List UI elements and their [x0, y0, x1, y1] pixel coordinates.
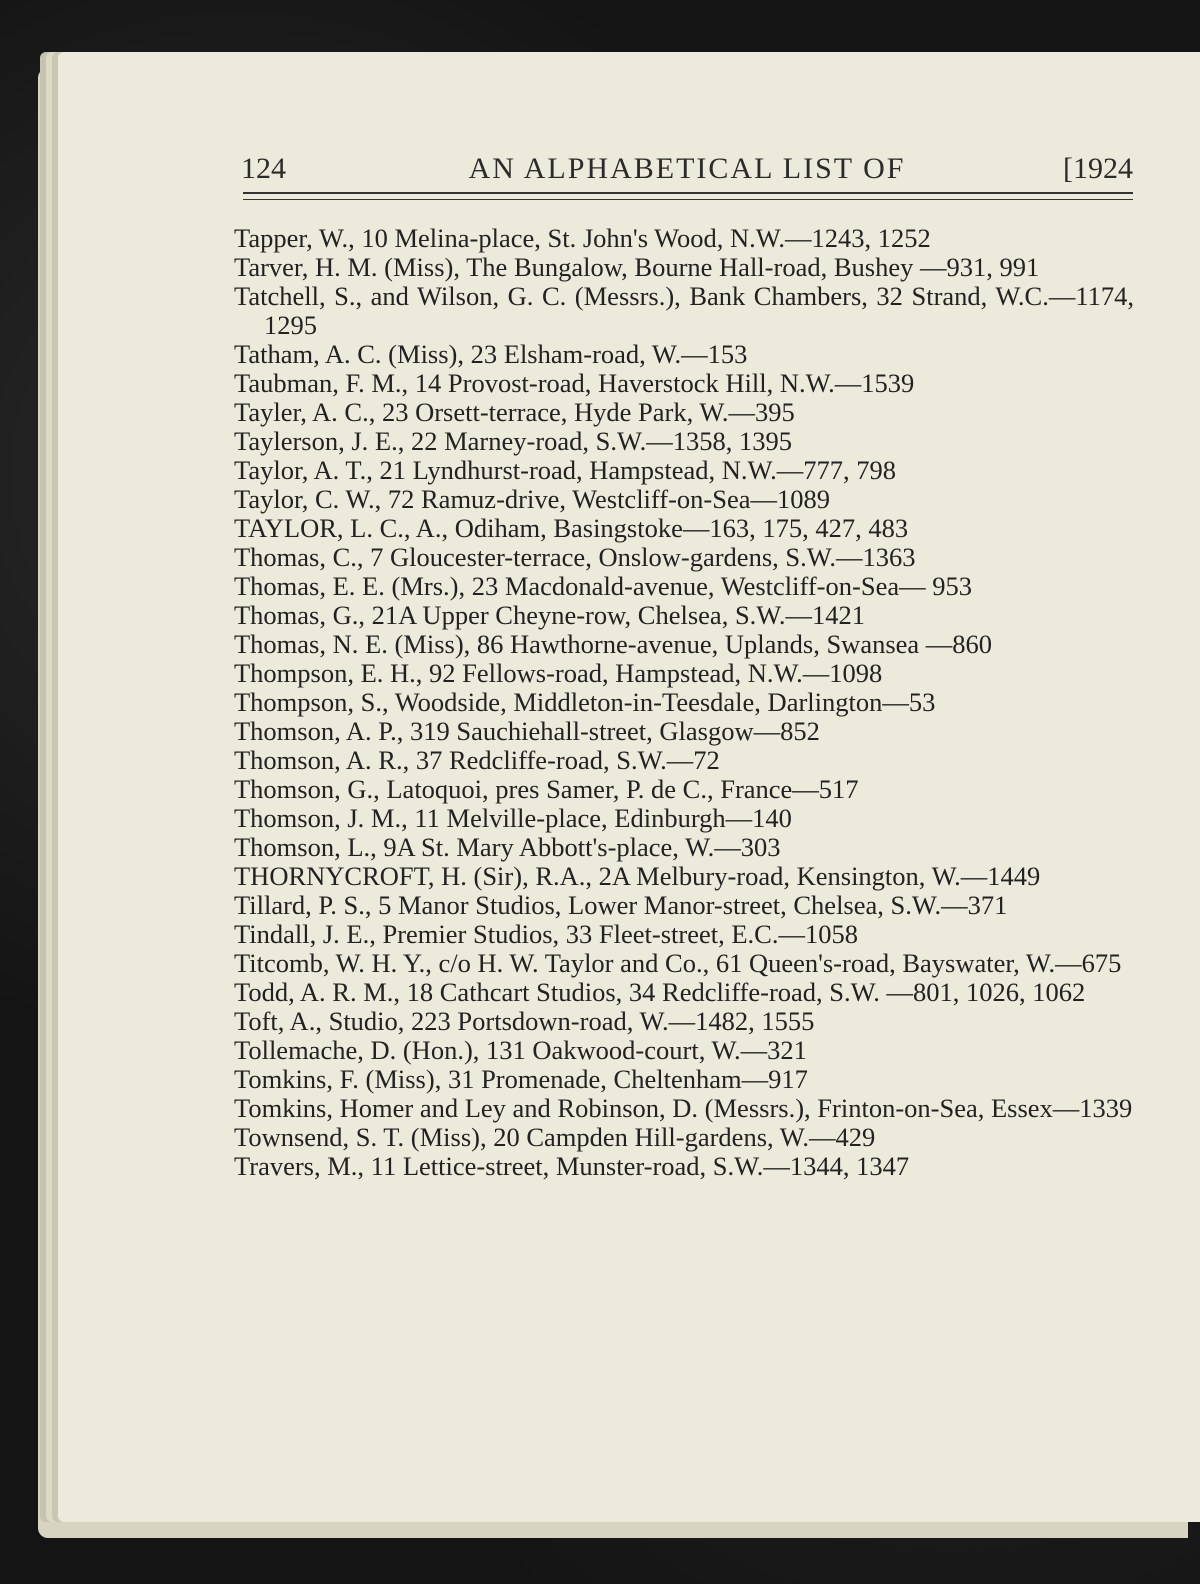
list-entry: Townsend, S. T. (Miss), 20 Campden Hill-gardens, W.—429 [234, 1122, 876, 1152]
book-page [58, 52, 1200, 1522]
list-entry: Taubman, F. M., 14 Provost-road, Haverstock Hill, N.W.—1539 [234, 368, 915, 398]
list-entry: Tayler, A. C., 23 Orsett-terrace, Hyde Park, W.—395 [234, 397, 795, 427]
list-entry: Travers, M., 11 Lettice-street, Munster-road, S.W.—1344, 1347 [234, 1151, 910, 1181]
list-entry: Thomas, N. E. (Miss), 86 Hawthorne-avenue, Uplands, Swansea —860 [234, 629, 993, 659]
list-entry: Taylor, C. W., 72 Ramuz-drive, Westcliff-on-Sea—1089 [234, 484, 831, 514]
header-rule [243, 192, 1133, 200]
page-header [241, 152, 1133, 192]
entry-list [234, 224, 1134, 1181]
running-head: AN ALPHABETICAL LIST OF [468, 152, 906, 185]
list-entry: Tatham, A. C. (Miss), 23 Elsham-road, W.—153 [234, 339, 748, 369]
list-entry: Tapper, W., 10 Melina-place, St. John's Wood, N.W.—1243, 1252 [234, 223, 931, 253]
list-entry: Thomas, E. E. (Mrs.), 23 Macdonald-avenue, Westcliff-on-Sea— 953 [234, 571, 972, 601]
list-entry: Tillard, P. S., 5 Manor Studios, Lower Manor-street, Chelsea, S.W.—371 [234, 890, 1008, 920]
list-entry: Thomas, G., 21A Upper Cheyne-row, Chelsea, S.W.—1421 [234, 600, 866, 630]
list-entry: Tindall, J. E., Premier Studios, 33 Fleet-street, E.C.—1058 [234, 919, 858, 949]
page-number: 124 [241, 152, 286, 185]
list-entry: Thomson, L., 9A St. Mary Abbott's-place, W.—303 [234, 832, 781, 862]
list-entry: Tomkins, Homer and Ley and Robinson, D. (Messrs.), Frinton-on-Sea, Essex—1339 [234, 1093, 1133, 1123]
list-entry: Todd, A. R. M., 18 Cathcart Studios, 34 Redcliffe-road, S.W. —801, 1026, 1062 [234, 977, 1086, 1007]
list-entry: Tomkins, F. (Miss), 31 Promenade, Cheltenham—917 [234, 1064, 808, 1094]
header-year: [1924 [1063, 152, 1133, 185]
list-entry: Thomson, A. P., 319 Sauchiehall-street, Glasgow—852 [234, 716, 820, 746]
list-entry: Toft, A., Studio, 223 Portsdown-road, W.—1482, 1555 [234, 1006, 815, 1036]
list-entry: Taylerson, J. E., 22 Marney-road, S.W.—1358, 1395 [234, 426, 793, 456]
list-entry: Titcomb, W. H. Y., c/o H. W. Taylor and Co., 61 Queen's-road, Bayswater, W.—675 [234, 948, 1122, 978]
list-entry: TAYLOR, L. C., A., Odiham, Basingstoke—163, 175, 427, 483 [234, 513, 909, 543]
list-entry: Thomson, J. M., 11 Melville-place, Edinburgh—140 [234, 803, 792, 833]
list-entry: THORNYCROFT, H. (Sir), R.A., 2A Melbury-road, Kensington, W.—1449 [234, 861, 1041, 891]
list-entry: Thomas, C., 7 Gloucester-terrace, Onslow-gardens, S.W.—1363 [234, 542, 916, 572]
list-entry: Thomson, A. R., 37 Redcliffe-road, S.W.—72 [234, 745, 720, 775]
list-entry: Taylor, A. T., 21 Lyndhurst-road, Hampstead, N.W.—777, 798 [234, 455, 896, 485]
list-entry: Thompson, E. H., 92 Fellows-road, Hampstead, N.W.—1098 [234, 658, 883, 688]
list-entry: Thomson, G., Latoquoi, pres Samer, P. de C., France—517 [234, 774, 859, 804]
list-entry: Tatchell, S., and Wilson, G. C. (Messrs.), Bank Chambers, 32 Strand, W.C.—1174, 1295 [234, 281, 1134, 340]
list-entry: Thompson, S., Woodside, Middleton-in-Teesdale, Darlington—53 [234, 687, 936, 717]
list-entry: Tollemache, D. (Hon.), 131 Oakwood-court, W.—321 [234, 1035, 807, 1065]
list-entry: Tarver, H. M. (Miss), The Bungalow, Bourne Hall-road, Bushey —931, 991 [234, 252, 1040, 282]
